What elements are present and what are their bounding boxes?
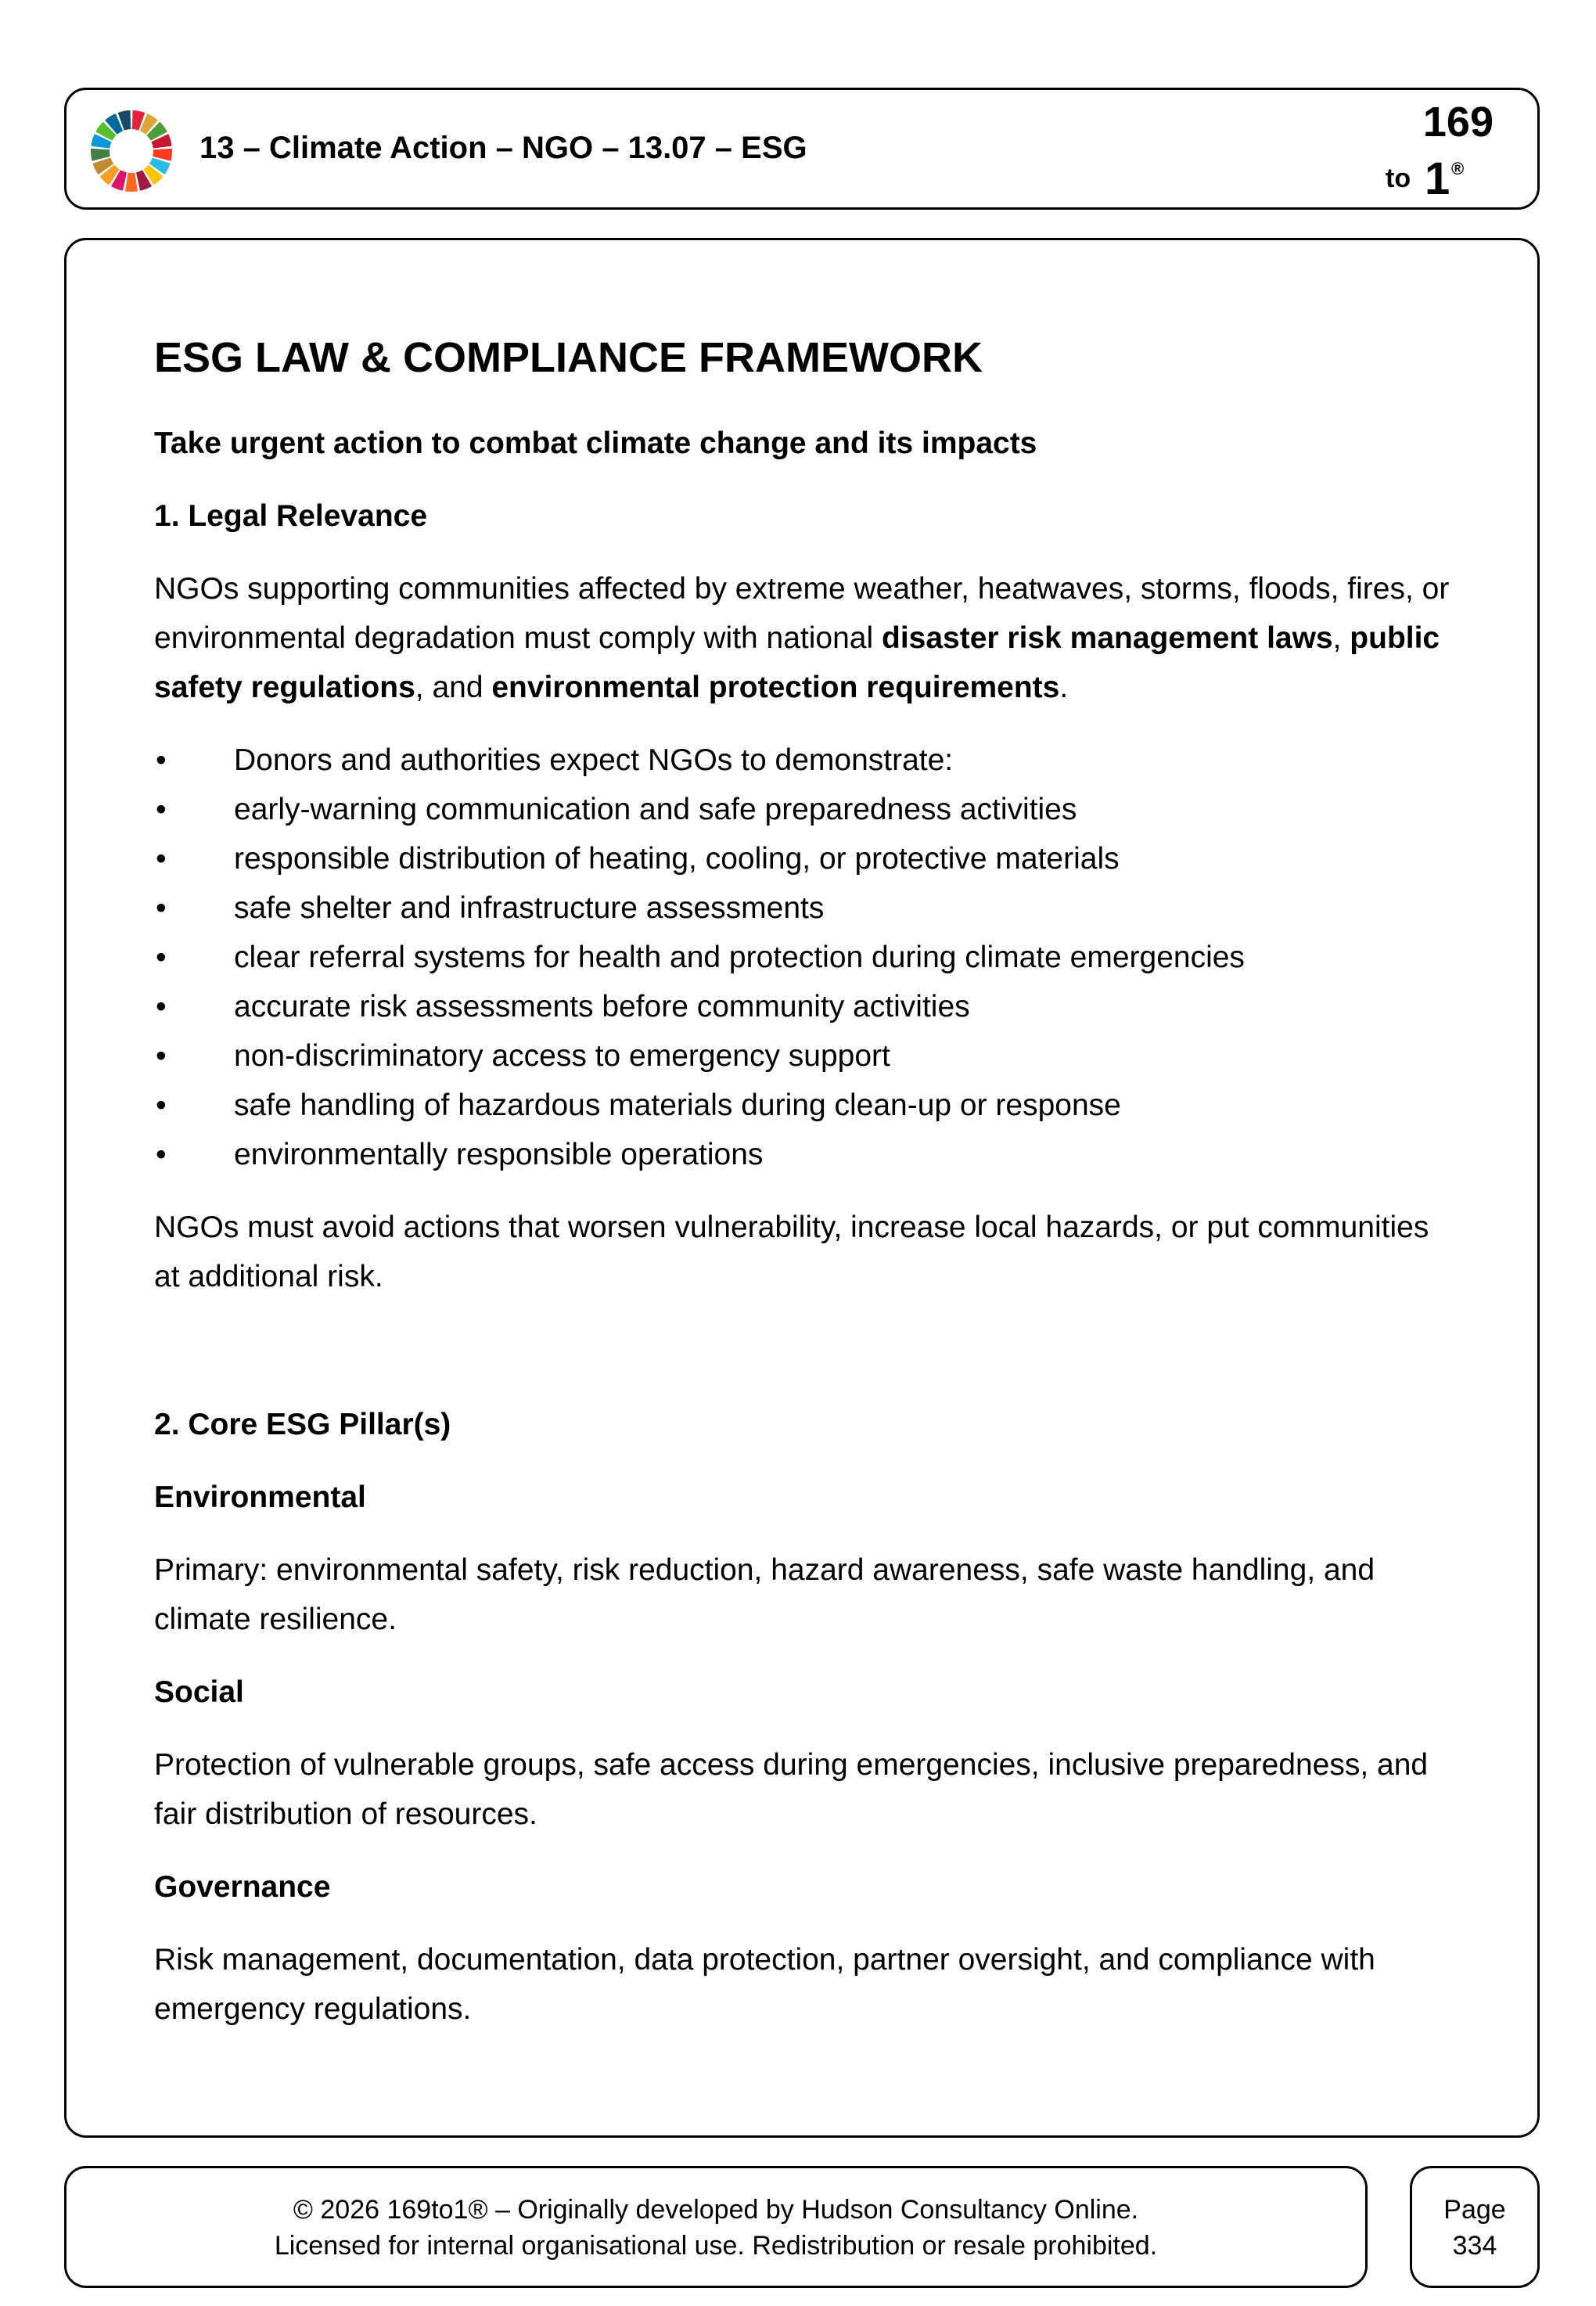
pillar-heading-environmental: Environmental bbox=[154, 1480, 366, 1514]
brand-number: 169 bbox=[1422, 99, 1494, 146]
copyright-line: © 2026 169to1® – Originally developed by Hudson Consultancy Online. bbox=[293, 2195, 1139, 2225]
document-body bbox=[154, 333, 1453, 2057]
header-bar bbox=[64, 88, 1540, 210]
list-item: • Donors and authorities expect NGOs to demonstrate: bbox=[154, 736, 1453, 785]
main-content-panel bbox=[64, 238, 1540, 2138]
page-number: 334 bbox=[1452, 2231, 1497, 2261]
list-item: • non-discriminatory access to emergency support bbox=[154, 1031, 1453, 1081]
list-item: • environmentally responsible operations bbox=[154, 1130, 1453, 1179]
pillar-heading-social: Social bbox=[154, 1675, 244, 1709]
section-heading-legal-relevance: 1. Legal Relevance bbox=[154, 499, 428, 533]
list-item: • responsible distribution of heating, cooling, or protective materials bbox=[154, 834, 1453, 883]
breadcrumb-title: 13 – Climate Action – NGO – 13.07 – ESG bbox=[200, 131, 807, 165]
para-bold-public-safety: public safety regulations bbox=[154, 621, 1440, 704]
para-text: , and bbox=[415, 671, 492, 704]
page-number-box bbox=[1410, 2166, 1540, 2288]
license-line: Licensed for internal organisational use. Redistribution or resale prohibited. bbox=[274, 2231, 1158, 2261]
pillar-text-environmental: Primary: environmental safety, risk reduction, hazard awareness, safe waste handling, and climate resilience. bbox=[154, 1553, 1375, 1636]
page-indicator bbox=[1412, 2192, 1537, 2264]
brand-registered-mark: ® bbox=[1451, 159, 1465, 178]
list-item: • clear referral systems for health and protection during climate emergencies bbox=[154, 933, 1453, 982]
footer-text bbox=[66, 2192, 1365, 2264]
sdg-wheel-segment bbox=[125, 173, 138, 192]
list-item: • safe shelter and infrastructure assessments bbox=[154, 883, 1453, 933]
section-heading-core-pillars: 2. Core ESG Pillar(s) bbox=[154, 1408, 451, 1441]
page-label: Page bbox=[1443, 2195, 1506, 2225]
spacer bbox=[154, 1325, 1453, 1400]
closing-paragraph: NGOs must avoid actions that worsen vulnerability, increase local hazards, or put communities at additional risk. bbox=[154, 1211, 1429, 1293]
page-title: ESG LAW & COMPLIANCE FRAMEWORK bbox=[154, 334, 983, 381]
sdg-wheel-icon bbox=[88, 108, 174, 194]
brand-to: to bbox=[1386, 164, 1411, 193]
list-item: • safe handling of hazardous materials during clean-up or response bbox=[154, 1081, 1453, 1130]
page-subtitle: Take urgent action to combat climate change and its impacts bbox=[154, 426, 1037, 460]
expectations-list bbox=[154, 736, 1453, 1179]
brand-one: 1 bbox=[1425, 153, 1450, 204]
para-text: , bbox=[1332, 621, 1350, 655]
legal-relevance-paragraph bbox=[154, 564, 1453, 712]
list-item: • early-warning communication and safe preparedness activities bbox=[154, 785, 1453, 834]
brand-logo bbox=[1368, 98, 1494, 204]
para-text: NGOs supporting communities affected by extreme weather, heatwaves, storms, floods, fires, or environmental degradation must comply with national bbox=[154, 572, 1450, 655]
pillar-text-social: Protection of vulnerable groups, safe access during emergencies, inclusive preparedness, and fair distribution of resources. bbox=[154, 1748, 1429, 1831]
list-item: • accurate risk assessments before community activities bbox=[154, 982, 1453, 1031]
para-bold-disaster-risk: disaster risk management laws bbox=[882, 621, 1333, 655]
pillar-text-governance: Risk management, documentation, data protection, partner oversight, and compliance with emergency regulations. bbox=[154, 1943, 1375, 2026]
para-text: . bbox=[1059, 671, 1069, 704]
pillar-heading-governance: Governance bbox=[154, 1870, 331, 1904]
para-bold-environmental-protection: environmental protection requirements bbox=[491, 671, 1060, 704]
footer-copyright bbox=[64, 2166, 1368, 2288]
